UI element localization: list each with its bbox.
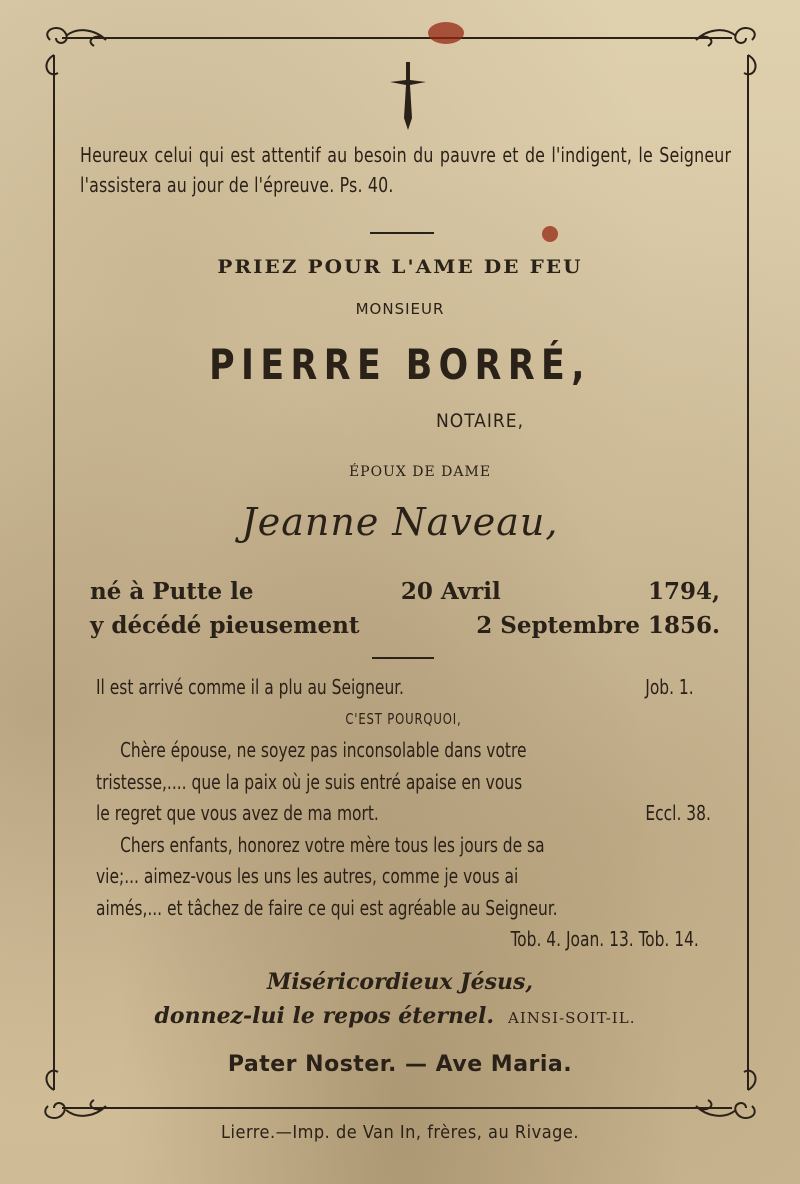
body-line: Chère épouse, ne soyez pas inconsolable dans votre [120, 738, 527, 762]
birth-line [90, 574, 720, 610]
spouse-intro: ÉPOUX DE DAME [348, 464, 492, 480]
scripture-body [96, 672, 711, 956]
body-line: Chers enfants, honorez votre mère tous les jours de sa [120, 832, 545, 857]
printer-imprint: Lierre.—Imp. de Van In, frères, au Rivage. [220, 1122, 580, 1143]
divider-top [370, 232, 434, 234]
scripture-ref: Tob. 4. Joan. 13. Tob. 14. [510, 927, 699, 951]
prayers-line: Pater Noster. — Ave Maria. [227, 1052, 573, 1077]
closing-line-1: Miséricordieux Jésus, [266, 969, 534, 995]
psalm-verse: Heureux celui qui est attentif au besoin du pauvre et de l'indigent, le Seigneur l'assistera au jour de l'épreuve. Ps. 40. [80, 143, 732, 197]
birth-place: né à Putte le [90, 578, 254, 605]
divider-middle [372, 657, 434, 659]
birth-year: 1794, [647, 578, 720, 605]
body-text: le regret que vous avez de ma mort. [96, 801, 379, 825]
honorific: MONSIEUR [355, 300, 445, 318]
death-text: y décédé pieusement [90, 612, 360, 639]
body-text: Il est arrivé comme il a plu au Seigneur. [96, 675, 404, 699]
profession: NOTAIRE, [435, 410, 525, 432]
body-line: C'EST POURQUOI, [345, 709, 462, 728]
closing-line-2-text: donnez-lui le repos éternel. [154, 1003, 495, 1029]
death-date: 2 Septembre 1856. [476, 612, 720, 639]
scripture-ref: Job. 1. [645, 675, 694, 699]
body-line: tristesse,.... que la paix où je suis entré apaise en vous [96, 769, 523, 794]
deceased-name: PIERRE BORRÉ, [209, 340, 591, 389]
amen: AINSI-SOIT-IL. [508, 1009, 636, 1027]
scripture-ref: Eccl. 38. [645, 801, 711, 825]
body-line [96, 672, 711, 704]
death-line [90, 608, 720, 644]
body-line: vie;... aimez-vous les uns les autres, comme je vous ai [96, 864, 519, 888]
spouse-name: Jeanne Naveau, [241, 500, 559, 544]
birth-date: 20 Avril [400, 578, 501, 605]
red-stain-mid [542, 226, 558, 242]
red-stain-top [428, 22, 464, 44]
body-line [96, 798, 711, 830]
closing-line-2 [60, 999, 740, 1035]
closing-prayer [60, 965, 740, 1035]
body-line: aimés,... et tâchez de faire ce qui est agréable au Seigneur. [96, 895, 558, 920]
pray-heading: PRIEZ POUR L'AME DE FEU [217, 256, 583, 278]
latin-cross-icon [388, 60, 428, 132]
